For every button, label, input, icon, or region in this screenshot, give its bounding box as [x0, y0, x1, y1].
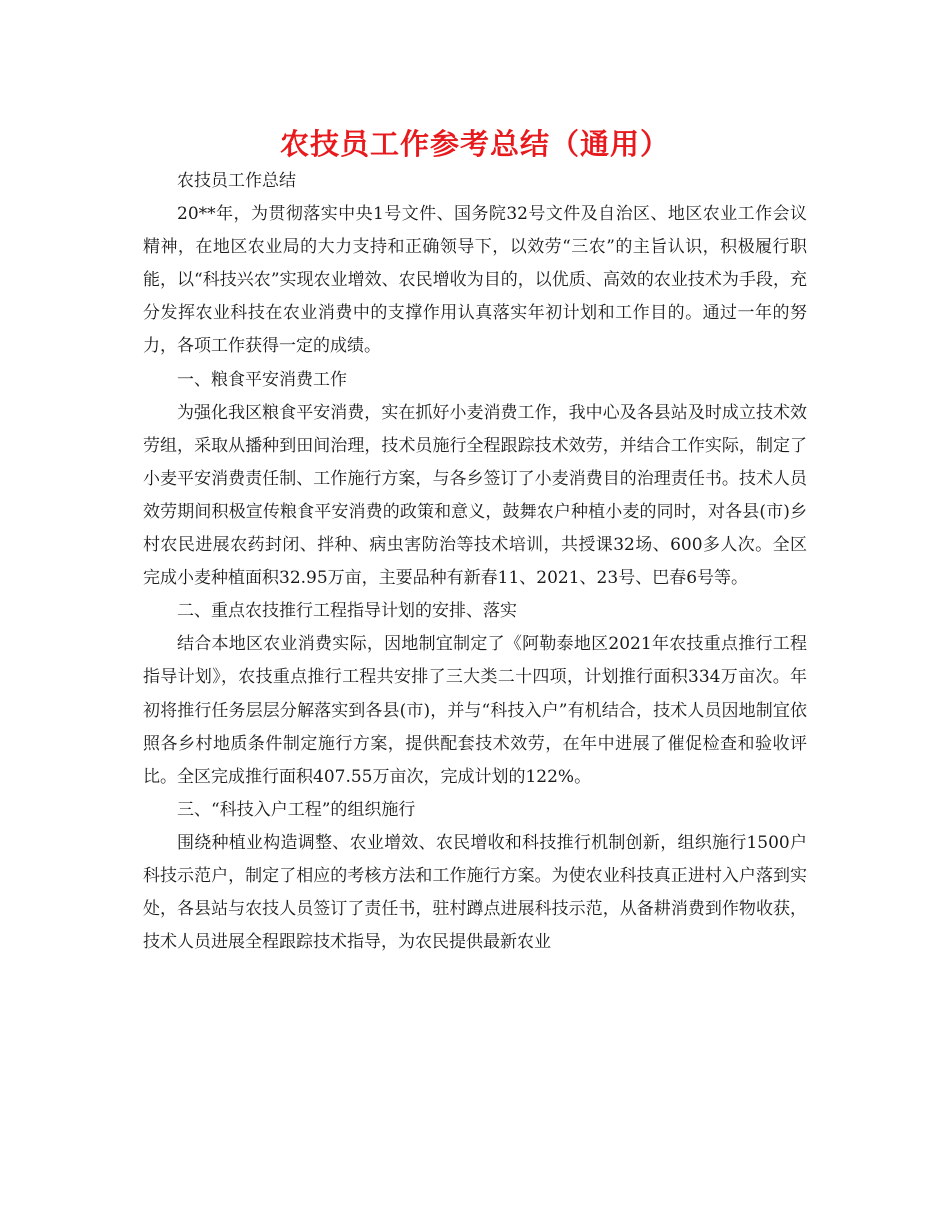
section-heading-1: 一、粮食平安消费工作 — [177, 369, 347, 390]
paragraph-section-2: 结合本地区农业消费实际，因地制宜制定了《阿勒泰地区2021年农技重点推行工程指导计划》，农技重点推行工程共安排了三大类二十四项，计划推行面积334万亩次。年初将推行任务层层分解落实到各县(市)，并与“科技入户”有机结合，技术人员因地制宜依照各乡村地质条件制定施行方案，提供配套技术效劳，在年中进展了催促检查和验收评比。全区完成推行面积407.55万亩次，完成计划的122%。 — [143, 634, 807, 787]
section-heading-2: 二、重点农技推行工程指导计划的安排、落实 — [177, 601, 517, 622]
section-heading-3: 三、“科技入户工程”的组织施行 — [177, 799, 416, 820]
paragraph-intro: 20**年，为贯彻落实中央1号文件、国务院32号文件及自治区、地区农业工作会议精神，在地区农业局的大力支持和正确领导下，以效劳“三农”的主旨认识，积极履行职能，以“科技兴农”实现农业增效、农民增收为目的，以优质、高效的农业技术为手段，充分发挥农业科技在农业消费中的支撑作用认真落实年初计划和工作目的。通过一年的努力，各项工作获得一定的成绩。 — [143, 204, 807, 357]
paragraph-section-1: 为强化我区粮食平安消费，实在抓好小麦消费工作，我中心及各县站及时成立技术效劳组，采取从播种到田间治理，技术员施行全程跟踪技术效劳，并结合工作实际，制定了小麦平安消费责任制、工作施行方案，与各乡签订了小麦消费目的治理责任书。技术人员效劳期间积极宣传粮食平安消费的政策和意义，鼓舞农户种植小麦的同时，对各县(市)乡村农民进展农药封闭、拌种、病虫害防治等技术培训，共授课32场、600多人次。全区完成小麦种植面积32.95万亩，主要品种有新春11、2021、23号、巴春6号等。 — [143, 402, 807, 589]
document-body — [143, 165, 807, 959]
paragraph-subtitle: 农技员工作总结 — [177, 171, 296, 191]
paragraph-section-3: 围绕种植业构造调整、农业增效、农民增收和科技推行机制创新，组织施行1500户科技示范户，制定了相应的考核方法和工作施行方案。为使农业科技真正进村入户落到实处，各县站与农技人员签订了责任书，驻村蹲点进展科技示范，从备耕消费到作物收获，技术人员进展全程跟踪技术指导，为农民提供最新农业 — [143, 832, 807, 953]
document-title: 农技员工作参考总结（通用） — [279, 127, 670, 161]
